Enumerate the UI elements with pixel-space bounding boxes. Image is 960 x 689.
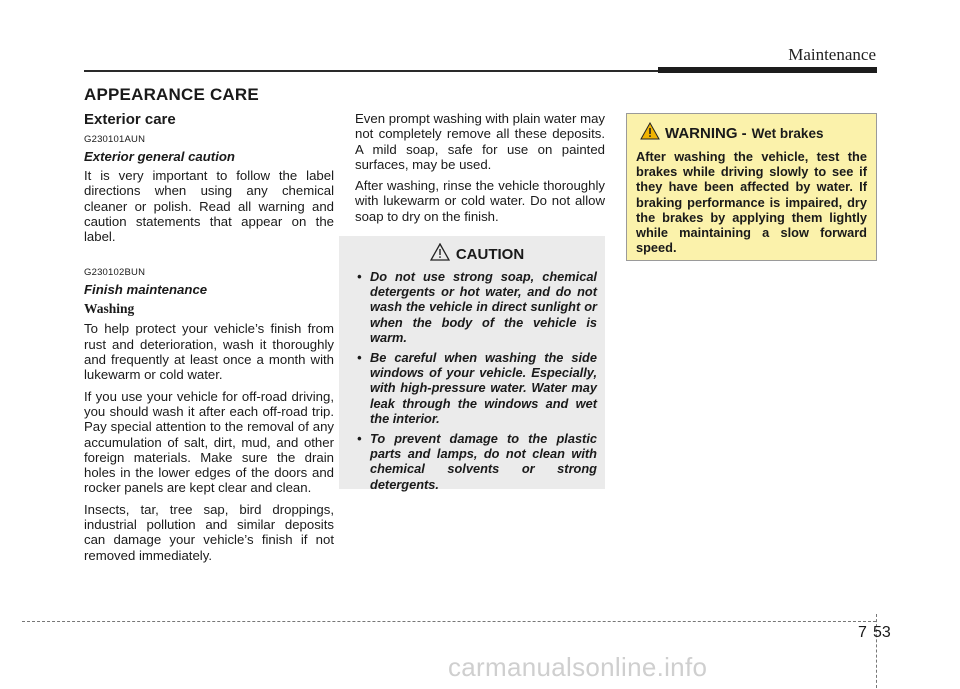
caution-item-text: To prevent damage to the plastic parts and lamps, do not clean with chemical solvents or strong detergents. — [370, 431, 597, 492]
caution-list — [357, 269, 597, 492]
column-left — [84, 111, 334, 569]
paragraph: Insects, tar, tree sap, bird droppings, industrial pollution and similar deposits can damage your vehicle’s finish if not removed immediately. — [84, 501, 334, 563]
page-number — [858, 624, 891, 642]
warning-label: WARNING - — [665, 125, 747, 142]
caption-finish-maintenance: Finish maintenance — [84, 282, 208, 298]
header-rule — [84, 70, 658, 72]
paragraph: To help protect your vehicle’s finish from rust and deterioration, wash it thoroughly and frequently at least once a month with lukewarm or cold water. — [84, 321, 334, 383]
watermark: carmanualsonline.info — [448, 652, 708, 682]
chapter-heading: APPEARANCE CARE — [84, 85, 259, 104]
washing-heading: Washing — [84, 301, 135, 317]
caution-triangle-icon — [430, 243, 450, 266]
column-middle — [355, 111, 605, 230]
warning-header — [640, 122, 867, 145]
warning-text: After washing the vehicle, test the brakes while driving slowly to see if they have been affected by water. If braking performance is impaired, dry the brakes by applying them lightly while maintaining a slow forward speed. — [636, 149, 867, 256]
footer-rule — [22, 621, 876, 622]
section-title: Maintenance — [788, 45, 876, 64]
caution-item-text: Do not use strong soap, chemical detergents or hot water, and do not wash the vehicle in direct sunlight or when the body of the vehicle is warm. — [370, 269, 597, 345]
bullet: • — [357, 350, 362, 366]
header-rule-bar — [658, 67, 877, 73]
reference-code: G230102BUN — [84, 267, 146, 279]
warning-triangle-icon — [640, 122, 660, 145]
chapter-number: 7 — [858, 624, 867, 641]
caution-header — [357, 242, 597, 266]
caution-item — [357, 269, 597, 345]
paragraph: It is very important to follow the label directions when using any chemical cleaner or polish. Read all warning and caution statements that appear on the label. — [84, 168, 334, 245]
reference-code: G230101AUN — [84, 134, 146, 145]
warning-subject: Wet brakes — [751, 126, 824, 141]
caution-item-text: Be careful when washing the side windows of your vehicle. Especially, with high-pressure water. Water may leak through the windows and wet the interior. — [370, 350, 597, 426]
caution-label: CAUTION — [455, 245, 525, 263]
page-number-value: 53 — [873, 624, 891, 641]
caution-item — [357, 431, 597, 492]
warning-box — [626, 113, 877, 261]
caution-item — [357, 350, 597, 426]
bullet: • — [357, 269, 362, 284]
bullet: • — [357, 431, 362, 447]
paragraph: Even prompt washing with plain water may not completely remove all these deposits. A mild soap, safe for use on painted surfaces, may be used. — [355, 111, 605, 172]
caution-box — [339, 236, 605, 492]
caption-exterior-general-caution: Exterior general caution — [84, 149, 235, 164]
paragraph: After washing, rinse the vehicle thoroughly with lukewarm or cold water. Do not allow soap to dry on the finish. — [355, 178, 605, 224]
exterior-care-heading: Exterior care — [84, 111, 176, 128]
paragraph: If you use your vehicle for off-road driving, you should wash it after each off-road trip. Pay special attention to the removal of any accumulation of salt, dirt, mud, and other foreign materials. Make sure the drain holes in the lower edges of the doors and rocker panels are kept clear and clean. — [84, 388, 334, 496]
